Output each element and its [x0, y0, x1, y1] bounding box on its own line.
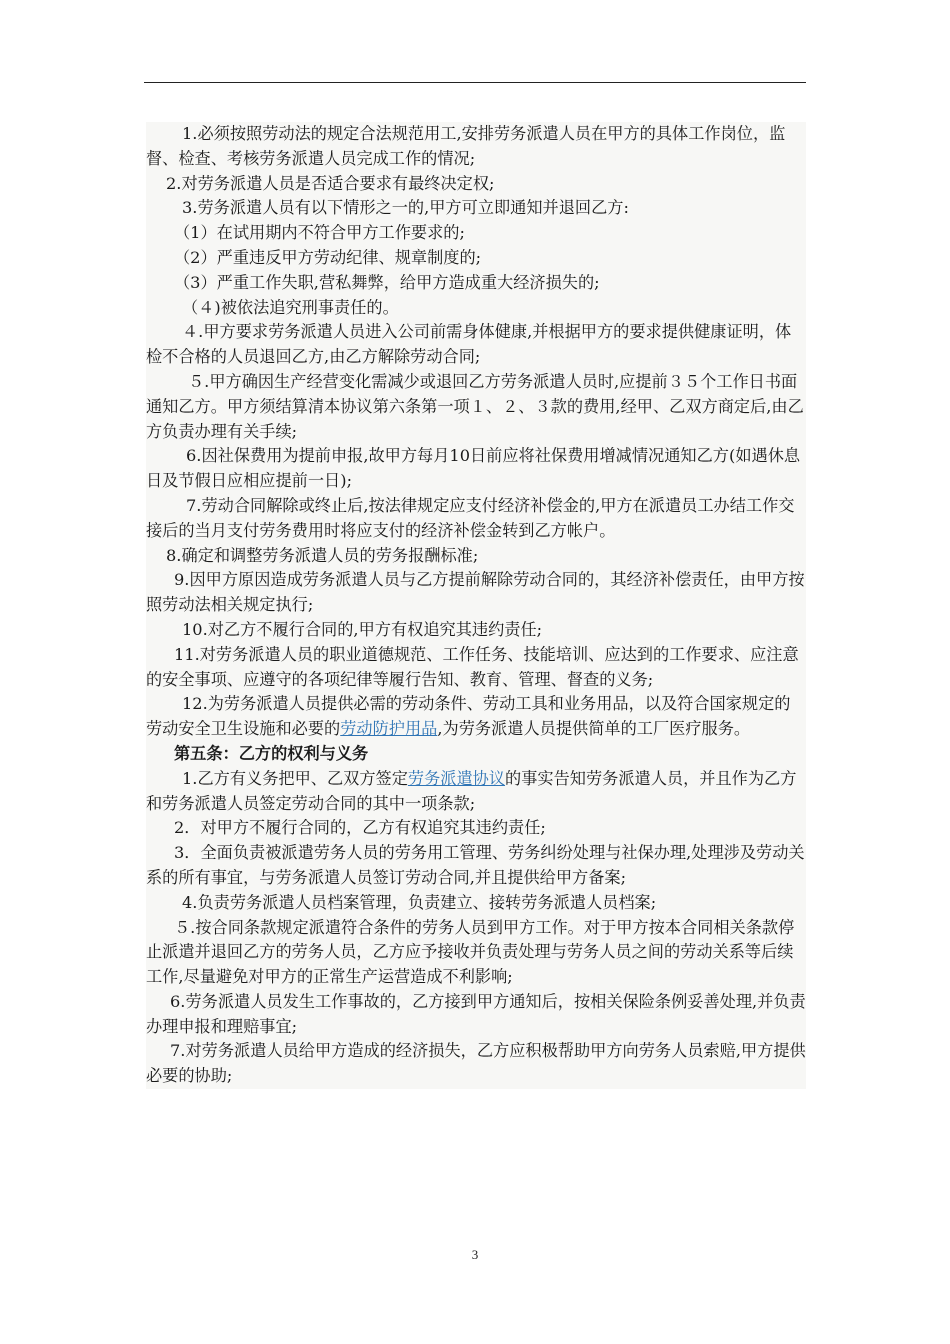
paragraph: ５.甲方确因生产经营变化需减少或退回乙方劳务派遣人员时,应提前３５个工作日书面通知乙方。甲方须结算清本协议第六条第一项１、２、３款的费用,经甲、乙双方商定后,由乙方负责办理有关手续;	[146, 371, 804, 441]
paragraph: 3．全面负责被派遣劳务人员的劳务用工管理、劳务纠纷处理与社保办理,处理涉及劳动关系的所有事宜，与劳务派遣人员签订劳动合同,并且提供给甲方备案;	[146, 843, 805, 887]
paragraph: （４)被依法追究刑事责任的。	[182, 297, 399, 317]
section-heading: 第五条：乙方的权利与义务	[174, 743, 369, 763]
paragraph-text: ,为劳务派遣人员提供简单的工厂医疗服务。	[437, 719, 751, 739]
paragraph: 9.因甲方原因造成劳务派遣人员与乙方提前解除劳动合同的，其经济补偿责任，由甲方按照劳动法相关规定执行;	[146, 570, 805, 615]
paragraph-text: 1.乙方有义务把甲、乙双方签定	[182, 768, 408, 788]
paragraph: 6.劳务派遣人员发生工作事故的，乙方接到甲方通知后，按相关保险条例妥善处理,并负责办理申报和理赔事宜;	[146, 991, 806, 1036]
paragraph: （1）在试用期内不符合甲方工作要求的;	[174, 223, 465, 243]
paragraph: ５.按合同条款规定派遣符合条件的劳务人员到甲方工作。对于甲方按本合同相关条款停止派遣并退回乙方的劳务人员，乙方应予接收并负责处理与劳务人员之间的劳动关系等后续工作,尽量避免对甲方的正常生产运营造成不利影响;	[146, 917, 795, 987]
paragraph: ４.甲方要求劳务派遣人员进入公司前需身体健康,并根据甲方的要求提供健康证明，体检不合格的人员退回乙方,由乙方解除劳动合同;	[146, 322, 792, 367]
paragraph: 7.劳动合同解除或终止后,按法律规定应支付经济补偿金的,甲方在派遣员工办结工作交接后的当月支付劳务费用时将应支付的经济补偿金转到乙方帐户。	[146, 495, 795, 540]
paragraph-text: 12.为劳务派遣人员提供必需的劳动条件、劳动工具和业务用品，以及符合国家规定的劳动安全卫生设施和必要的	[146, 694, 791, 739]
paragraph: 11.对劳务派遣人员的职业道德规范、工作任务、技能培训、应达到的工作要求、应注意的安全事项、应遵守的各项纪律等履行告知、教育、管理、督查的义务;	[146, 644, 799, 689]
paragraph: 4.负责劳务派遣人员档案管理，负责建立、接转劳务派遣人员档案;	[182, 892, 657, 912]
paragraph: 6.因社保费用为提前申报,故甲方每月10日前应将社保费用增减情况通知乙方(如遇休息日及节假日应相应提前一日);	[146, 446, 801, 491]
paragraph: （3）严重工作失职,营私舞弊，给甲方造成重大经济损失的;	[174, 272, 600, 292]
link-labor-protection-supplies[interactable]: 劳动防护用品	[340, 719, 438, 739]
header-rule	[144, 82, 806, 83]
paragraph: 1.必须按照劳动法的规定合法规范用工,安排劳务派遣人员在甲方的具体工作岗位，监督、检查、考核劳务派遣人员完成工作的情况;	[146, 124, 786, 168]
link-dispatch-agreement[interactable]: 劳务派遣协议	[407, 768, 506, 788]
paragraph-text: 的事实告知劳务派遣人员，并且作为乙方和劳务派遣人员签定劳动合同的其中一项条款;	[146, 768, 797, 813]
paragraph	[146, 767, 806, 817]
paragraph: 8.确定和调整劳务派遣人员的劳务报酬标准;	[166, 545, 479, 565]
paragraph: 2.对劳务派遣人员是否适合要求有最终决定权;	[166, 173, 495, 193]
paragraph: 3.劳务派遣人员有以下情形之一的,甲方可立即通知并退回乙方:	[182, 198, 629, 218]
paragraph: 2．对甲方不履行合同的，乙方有权追究其违约责任;	[174, 818, 546, 838]
paragraph: 10.对乙方不履行合同的,甲方有权追究其违约责任;	[182, 619, 543, 639]
document-body	[146, 122, 806, 1089]
paragraph	[146, 692, 806, 742]
page-number: 3	[471, 1247, 479, 1262]
paragraph: （2）严重违反甲方劳动纪律、规章制度的;	[174, 247, 482, 267]
paragraph: 7.对劳务派遣人员给甲方造成的经济损失，乙方应积极帮助甲方向劳务人员索赔,甲方提供必要的协助;	[146, 1041, 806, 1086]
